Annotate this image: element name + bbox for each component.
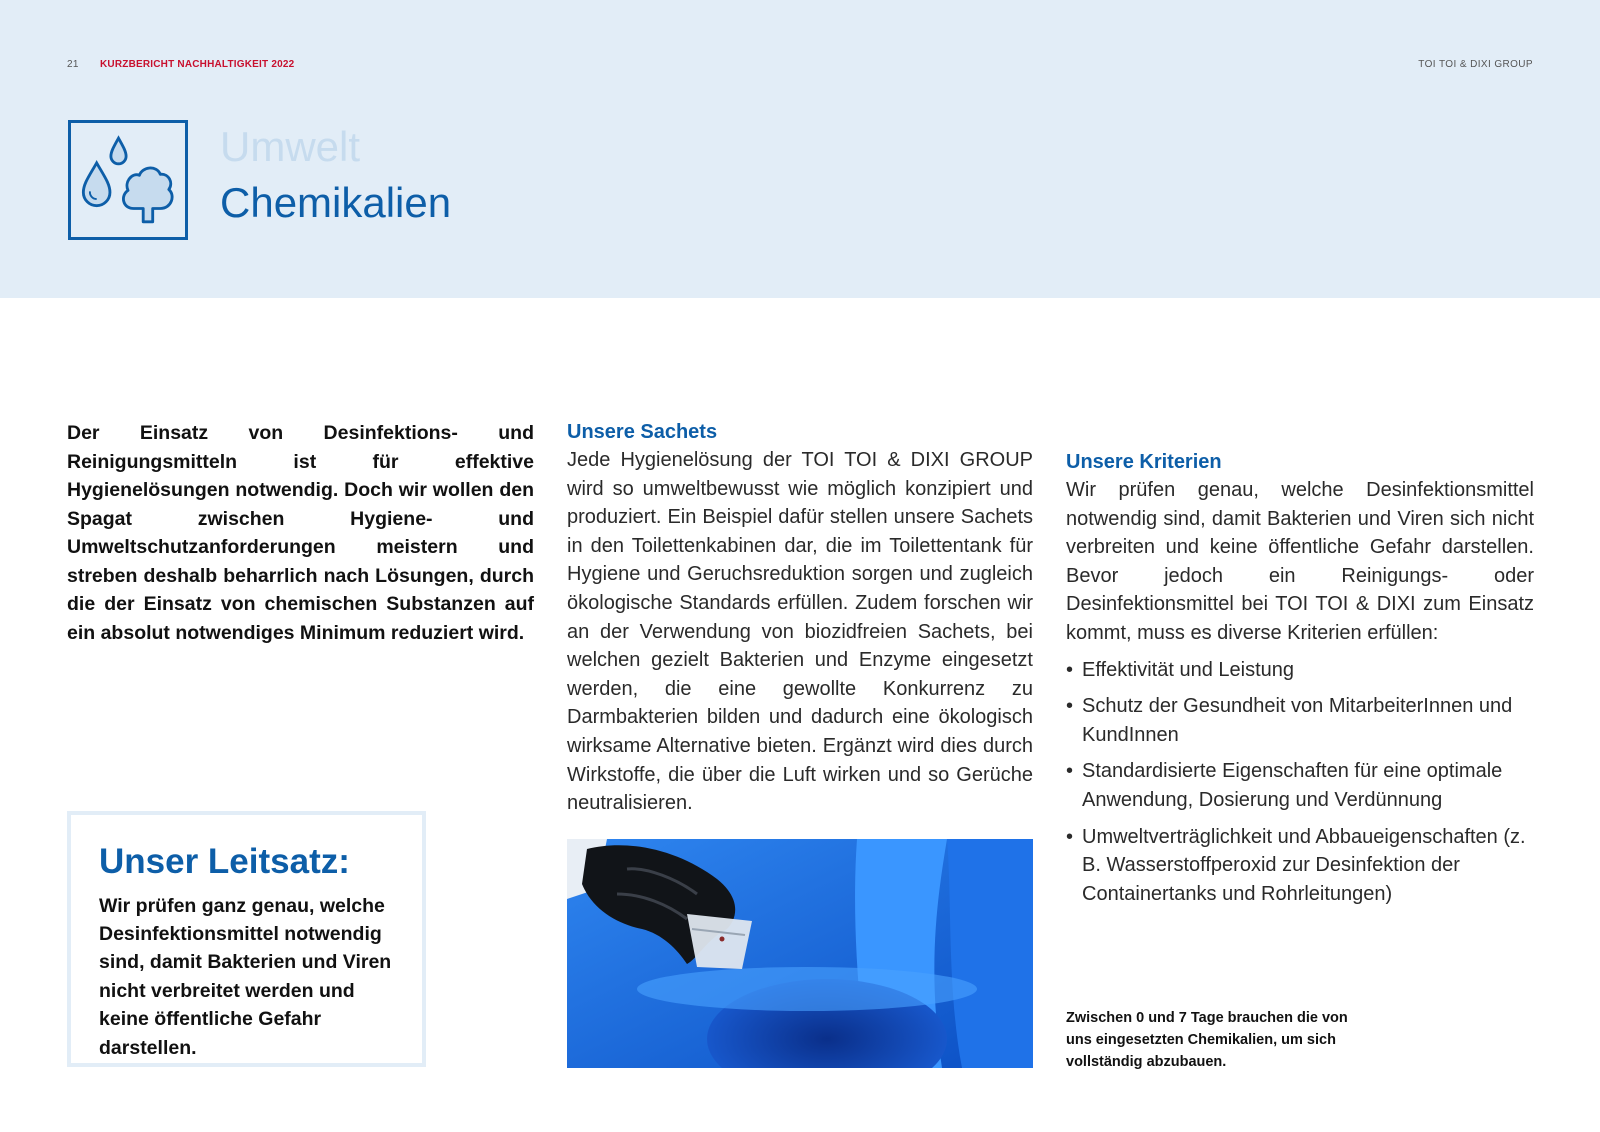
section-label: Umwelt bbox=[220, 123, 361, 170]
company-name: TOI TOI & DIXI GROUP bbox=[1418, 59, 1533, 70]
water-drops-tree-icon-graphic bbox=[71, 123, 185, 237]
kriterien-section bbox=[1066, 448, 1534, 916]
page-title: Chemikalien bbox=[220, 179, 452, 226]
photo-illustration bbox=[567, 839, 1033, 1068]
kriterien-heading: Unsere Kriterien bbox=[1066, 451, 1222, 473]
list-item: • Umweltverträglichkeit und Abbaueigenschaften (z. B. Wasserstoffperoxid zur Desinfektion der Containertanks und Rohrleitungen) bbox=[1066, 823, 1534, 909]
kriterien-text: Wir prüfen genau, welche Desinfektionsmittel notwendig sind, damit Bakterien und Viren sich nicht verbreiten und keine öffentliche Gefahr darstellen. Bevor jedoch ein Reinigungs- oder Desinfektionsmittel bei TOI TOI & DIXI zum Einsatz kommt, muss es diverse Kriterien erfüllen: bbox=[1066, 479, 1534, 644]
motto-text: Wir prüfen ganz genau, welche Desinfektionsmittel notwendig sind, damit Bakterien und Viren nicht verbreitet werden und keine öffentliche Gefahr darstellen. bbox=[99, 894, 392, 1059]
sachets-text: Jede Hygienelösung der TOI TOI & DIXI GROUP wird so umweltbewusst wie möglich konzipiert und produziert. Ein Beispiel dafür stellen unsere Sachets in den Toilettenkabinen dar, die im Toilettentank für Hygiene und Geruchsreduktion sorgen und zugleich ökologische Standards erfüllen. Zudem forschen wir an der Verwendung von biozidfreien Sachets, bei welchen gezielt Bakterien und Enzyme eingesetzt werden, die eine gewollte Konkurrenz zu Darmbakterien bilden und dadurch eine ökologisch wirksame Alternative bieten. Ergänzt wird dies durch Wirkstoffe, die über die Luft wirken und so Gerüche neutralisieren. bbox=[567, 449, 1033, 815]
sachets-heading: Unsere Sachets bbox=[567, 421, 718, 443]
intro-paragraph: Der Einsatz von Desinfektions- und Reinigungsmitteln ist für effektive Hygienelösungen notwendig. Doch wir wollen den Spagat zwischen Hygiene- und Umweltschutzanforderungen meistern und streben deshalb beharrlich nach Lösungen, durch die der Einsatz von chemischen Substanzen auf ein absolut notwendiges Minimum reduziert wird. bbox=[67, 422, 534, 644]
motto-title: Unser Leitsatz: bbox=[99, 842, 350, 881]
list-item: • Standardisierte Eigenschaften für eine optimale Anwendung, Dosierung und Verdünnung bbox=[1066, 757, 1534, 814]
list-item: • Schutz der Gesundheit von MitarbeiterInnen und KundInnen bbox=[1066, 692, 1534, 749]
list-item: • Effektivität und Leistung bbox=[1066, 656, 1534, 685]
caption-text: Zwischen 0 und 7 Tage brauchen die von uns eingesetzten Chemikalien, um sich vollständig abzubauen. bbox=[1066, 1010, 1348, 1070]
page-number: 21 bbox=[67, 59, 79, 70]
sachets-section bbox=[567, 418, 1033, 818]
report-title: KURZBERICHT NACHHALTIGKEIT 2022 bbox=[100, 59, 295, 70]
kriterien-list bbox=[1066, 656, 1534, 909]
water-drops-tree-icon bbox=[68, 120, 188, 240]
motto-box bbox=[67, 811, 426, 1067]
photo-gloved-hand-sachet bbox=[567, 839, 1033, 1068]
